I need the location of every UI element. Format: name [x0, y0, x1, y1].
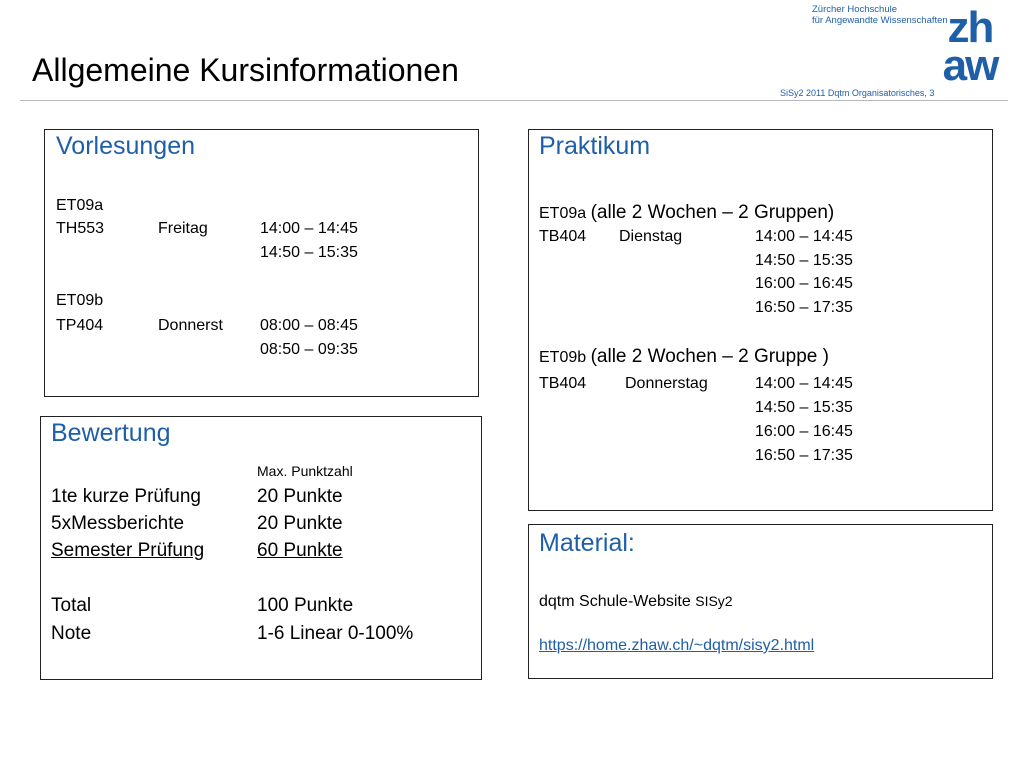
praktikum-class: ET09a — [539, 205, 587, 222]
praktikum-time: 14:50 – 15:35 — [755, 399, 853, 416]
praktikum-time: 16:00 – 16:45 — [755, 423, 853, 440]
vorlesungen-time: 08:50 – 09:35 — [260, 341, 358, 358]
praktikum-group-header — [539, 202, 834, 224]
bewertung-note-value: 1-6 Linear 0-100% — [257, 623, 414, 644]
vorlesungen-day: Freitag — [158, 220, 208, 237]
praktikum-remark: (alle 2 Wochen – 2 Gruppen) — [590, 202, 835, 223]
praktikum-time: 16:50 – 17:35 — [755, 299, 853, 316]
bewertung-row-value: 20 Punkte — [257, 513, 343, 534]
praktikum-day: Dienstag — [619, 228, 683, 245]
vorlesungen-class: ET09b — [56, 292, 104, 309]
material-title: Material: — [539, 529, 635, 557]
praktikum-time: 16:00 – 16:45 — [755, 275, 853, 292]
institution-line-1: Zürcher Hochschule — [812, 4, 898, 15]
vorlesungen-box — [44, 129, 479, 397]
header-divider — [20, 100, 1008, 101]
svg-text:aw: aw — [942, 41, 998, 84]
vorlesungen-title: Vorlesungen — [56, 132, 196, 160]
praktikum-time: 14:50 – 15:35 — [755, 252, 853, 269]
material-link[interactable]: https://home.zhaw.ch/~dqtm/sisy2.html — [539, 637, 815, 654]
praktikum-group-header — [539, 346, 829, 368]
vorlesungen-time: 08:00 – 08:45 — [260, 317, 358, 334]
vorlesungen-room: TH553 — [56, 220, 105, 237]
bewertung-total-value: 100 Punkte — [257, 595, 354, 616]
vorlesungen-time: 14:00 – 14:45 — [260, 220, 358, 237]
vorlesungen-class: ET09a — [56, 197, 104, 214]
bewertung-row-value: 60 Punkte — [257, 540, 343, 561]
praktikum-time: 14:00 – 14:45 — [755, 375, 853, 392]
bewertung-total-label: Total — [51, 595, 92, 616]
institution-line-2: für Angewandte Wissenschaften — [812, 15, 948, 26]
praktikum-day: Donnerstag — [625, 375, 708, 392]
slide-reference: SiSy2 2011 Dqtm Organisatorisches, 3 — [780, 88, 935, 98]
praktikum-box — [528, 129, 993, 511]
material-description-suffix: SISy2 — [695, 593, 733, 609]
material-description-text: dqtm Schule-Website — [539, 593, 691, 610]
praktikum-title: Praktikum — [539, 132, 651, 160]
bewertung-note-label: Note — [51, 623, 92, 644]
material-description — [539, 593, 733, 611]
page-title: Allgemeine Kursinformationen — [32, 52, 459, 88]
praktikum-room: TB404 — [539, 228, 587, 245]
institution-name — [812, 4, 948, 26]
material-box — [528, 524, 993, 679]
praktikum-time: 14:00 – 14:45 — [755, 228, 853, 245]
svg-text:zh: zh — [947, 6, 993, 52]
vorlesungen-day: Donnerst — [158, 317, 223, 334]
praktikum-class: ET09b — [539, 349, 587, 366]
bewertung-row-label: Semester Prüfung — [51, 540, 205, 561]
bewertung-box — [40, 416, 482, 680]
zhaw-logo — [930, 6, 1010, 84]
bewertung-row-label: 1te kurze Prüfung — [51, 486, 201, 507]
praktikum-remark: (alle 2 Wochen – 2 Gruppe ) — [590, 346, 829, 367]
vorlesungen-room: TP404 — [56, 317, 104, 334]
bewertung-title: Bewertung — [51, 419, 171, 447]
bewertung-row-label: 5xMessberichte — [51, 513, 185, 534]
bewertung-column-header: Max. Punktzahl — [257, 463, 353, 479]
vorlesungen-time: 14:50 – 15:35 — [260, 244, 358, 261]
praktikum-time: 16:50 – 17:35 — [755, 447, 853, 464]
bewertung-row-value: 20 Punkte — [257, 486, 343, 507]
praktikum-room: TB404 — [539, 375, 587, 392]
